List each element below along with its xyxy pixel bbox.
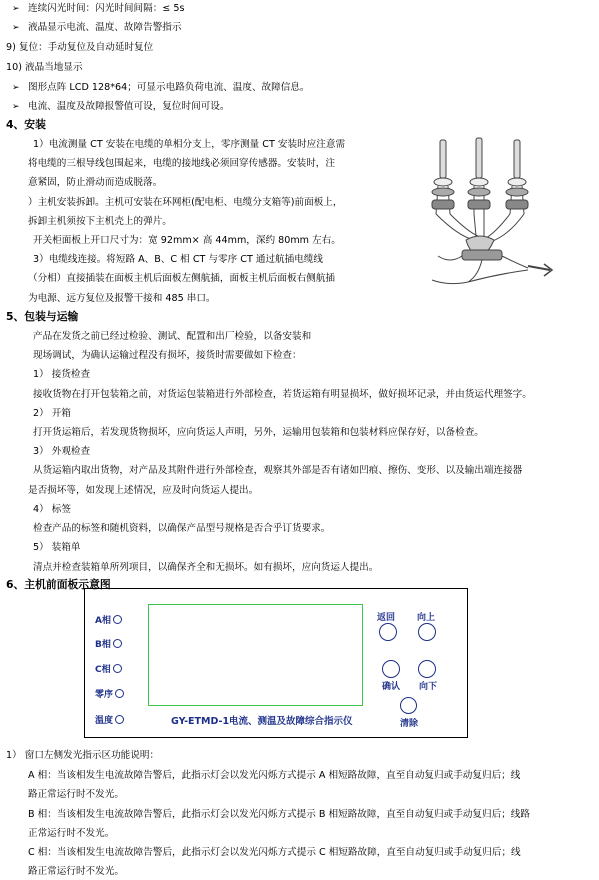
note-line: A 相：当该相发生电流故障告警后，此指示灯会以发光闪烁方式提示 A 相短路故障，直至自动复归或手动复归后；线 (28, 770, 521, 781)
list-item: ➢ 液晶显示电流、温度、故障告警指示 (28, 22, 182, 34)
back-button-label: 返回 (377, 613, 396, 623)
ct-installation-figure (428, 136, 562, 296)
check-item-text: 是否损坏等，如发现上述情况，应及时向货运人提出。 (28, 485, 259, 496)
clear-button-label: 清除 (400, 719, 419, 729)
up-button[interactable] (418, 623, 436, 641)
down-button[interactable] (418, 660, 436, 678)
paragraph-line: 1）电流测量 CT 安装在电缆的单相分支上，零序测量 CT 安装时应注意需 (33, 139, 346, 150)
confirm-button[interactable] (382, 660, 400, 678)
indicator-lamp-icon (113, 639, 122, 648)
lamp-a-phase: A相 (95, 613, 122, 626)
list-item: 9) 复位：手动复位及自动延时复位 (6, 42, 154, 53)
section-heading-packing: 5、包装与运输 (6, 310, 79, 323)
clear-button[interactable] (400, 697, 417, 714)
indicator-lamp-icon (115, 715, 124, 724)
lamp-b-phase: B相 (95, 637, 122, 650)
lamp-c-phase: C相 (95, 662, 122, 675)
back-button[interactable] (379, 623, 397, 641)
down-button-label: 向下 (419, 682, 438, 692)
check-item-title: 3） 外观检查 (33, 446, 91, 457)
lamp-temperature: 温度 (95, 713, 124, 726)
list-item: ➢ 电流、温度及故障报警值可设，复位时间可设。 (28, 101, 229, 113)
paragraph-line: 产品在发货之前已经过检验、测试、配置和出厂检验，以备安装和 (33, 331, 312, 342)
indicator-lamp-icon (113, 664, 122, 673)
note-line: 路正常运行时不发光。 (28, 866, 124, 877)
paragraph-line: 拆卸主机须按下主机壳上的弹片。 (28, 216, 172, 227)
indicator-lamp-icon (113, 615, 122, 624)
paragraph-line: ）主机安装拆卸。主机可安装在环网柜(配电柜、电缆分支箱等)前面板上， (28, 197, 343, 208)
up-button-label: 向上 (417, 613, 436, 623)
paragraph-line: 现场调试，为确认运输过程没有损坏，接货时需要做如下检查： (33, 350, 302, 361)
check-item-text: 打开货运箱后，若发现货物损坏，应向货运人声明，另外，运输用包装箱和包装材料应保存好，以备检查。 (33, 427, 484, 438)
check-item-title: 2） 开箱 (33, 408, 71, 419)
notes-title: 1） 窗口左侧发光指示区功能说明： (6, 750, 160, 761)
check-item-title: 5） 装箱单 (33, 542, 81, 553)
check-item-title: 4） 标签 (33, 504, 71, 515)
confirm-button-label: 确认 (382, 682, 401, 692)
section-heading-install: 4、安装 (6, 118, 46, 131)
check-item-title: 1） 接货检查 (33, 369, 91, 380)
note-line: 正常运行时不发光。 (28, 828, 115, 839)
paragraph-line: 3）电缆线连接。将短路 A、B、C 相 CT 与零序 CT 通过航插电缆线 (33, 254, 324, 265)
check-item-text: 检查产品的标签和随机资料，以确保产品型号规格是否合乎订货要求。 (33, 523, 331, 534)
check-item-text: 从货运箱内取出货物，对产品及其附件进行外部检查，观察其外部是否有诸如凹痕、擦伤、变形、以及输出端连接器 (33, 465, 523, 476)
lcd-screen (148, 604, 363, 706)
list-item: ➢ 连续闪光时间：闪光时间间隔：≤ 5s (28, 3, 185, 15)
check-item-text: 清点并检查装箱单所列项目，以确保齐全和无损坏。如有损坏，应向货运人提出。 (33, 562, 379, 573)
list-item: 10) 液晶当地显示 (6, 62, 83, 73)
indicator-lamp-icon (115, 689, 124, 698)
paragraph-line: 为电源、远方复位及报警干接和 485 串口。 (28, 293, 216, 304)
list-item: ➢ 图形点阵 LCD 128*64；可显示电路负荷电流、温度、故障信息。 (28, 82, 310, 94)
paragraph-line: 意紧固，防止滑动而造成脱落。 (28, 177, 163, 188)
front-panel-diagram (84, 588, 468, 738)
note-line: C 相：当该相发生电流故障告警后，此指示灯会以发光闪烁方式提示 C 相短路故障，直至自动复归或手动复归后；线 (28, 847, 521, 858)
note-line: 路正常运行时不发光。 (28, 789, 124, 800)
model-label: GY-ETMD-1电流、测温及故障综合指示仪 (171, 716, 353, 727)
check-item-text: 接收货物在打开包装箱之前，对货运包装箱进行外部检查，若货运箱有明显损坏，做好损坏记录，并由货运代理签字。 (33, 389, 532, 400)
paragraph-line: 开关柜面板上开口尺寸为：宽 92mm× 高 44mm，深约 80mm 左右。 (33, 235, 341, 246)
paragraph-line: 将电缆的三根导线包围起来，电缆的接地线必须回穿传感器。安装时，注 (28, 158, 335, 169)
paragraph-line: （分相）直接插装在面板主机后面板左侧航插，面板主机后面板右侧航插 (28, 273, 335, 284)
section-heading-panel: 6、主机前面板示意图 (6, 578, 111, 591)
note-line: B 相：当该相发生电流故障告警后，此指示灯会以发光闪烁方式提示 B 相短路故障，直至自动复归或手动复归后；线路 (28, 809, 530, 820)
lamp-zero-sequence: 零序 (95, 687, 124, 700)
